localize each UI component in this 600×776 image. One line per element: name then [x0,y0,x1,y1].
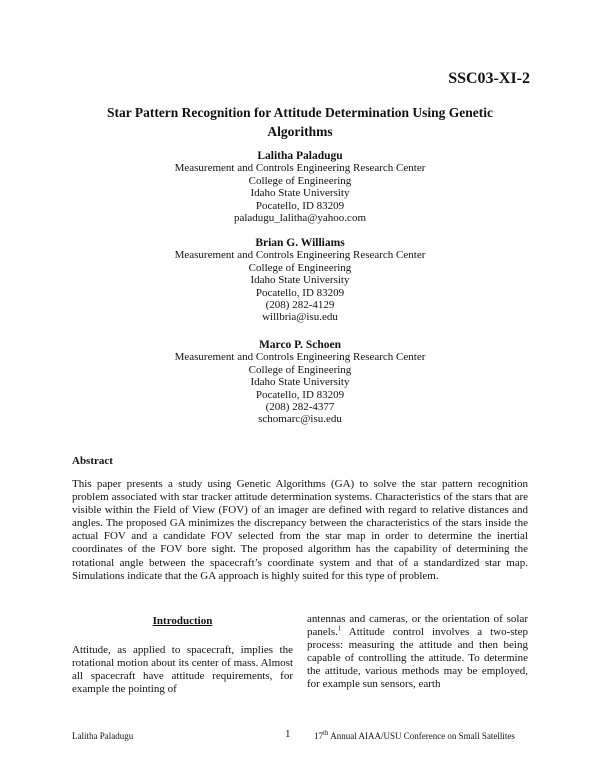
author-city: Pocatello, ID 83209 [255,286,345,299]
abstract-heading: Abstract [72,455,113,467]
introduction-right-column [307,613,528,692]
author-university: Idaho State University [250,274,350,287]
author-email: willbria@isu.edu [262,311,338,324]
author-name: Marco P. Schoen [258,339,342,351]
footer-conference [314,731,515,741]
author-email: schomarc@isu.edu [258,413,342,426]
author-name: Brian G. Williams [255,237,345,249]
author-email: paladugu_lalitha@yahoo.com [233,212,366,225]
author-block [100,339,500,426]
intro-right-text-a: antennas and cameras, or the orientation of solar panels. [307,613,528,639]
conf-name: Annual AIAA/USU Conference on Small Satellites [328,731,515,741]
author-university: Idaho State University [250,187,350,200]
author-phone: (208) 282-4129 [265,299,335,312]
author-university: Idaho State University [250,376,350,389]
introduction-heading: Introduction [152,615,213,627]
conf-ordinal: th [323,729,329,737]
conf-number: 17 [314,731,323,741]
paper-id: SSC03-XI-2 [448,70,530,87]
author-college: College of Engineering [248,363,352,376]
author-affiliation: Measurement and Controls Engineering Research Center [174,249,426,262]
author-affiliation: Measurement and Controls Engineering Research Center [174,351,426,364]
author-college: College of Engineering [248,261,352,274]
page-number: 1 [285,728,291,740]
abstract-body: This paper presents a study using Genetic Algorithms (GA) to solve the star pattern recognition problem associated with star tracker attitude determination systems. Characteristics of the stars that are visible within the Field of View (FOV) of an imager are defined with regard to relative distances and angles. The proposed GA minimizes the discrepancy between the characteristics of the stars inside the actual FOV and a candidate FOV selected from the star map in order to determine the inertial coordinates of the FOV bore sight. The proposed algorithm has the capability of determining the rotational angle between the spacecraft’s coordinate system and that of a standardized star map. Simulations indicate that the GA approach is highly suited for this type of problem. [72,478,528,582]
author-college: College of Engineering [248,174,352,187]
author-city: Pocatello, ID 83209 [255,388,345,401]
author-block [100,237,500,324]
author-name: Lalitha Paladugu [257,150,343,162]
intro-right-text-b: Attitude control involves a two-step process: measuring the attitude and then being capable of controlling the attitude. To determine the attitude, various methods may be employed, for example sun sensors, earth [307,626,528,691]
author-city: Pocatello, ID 83209 [255,199,345,212]
author-block [100,150,500,224]
footer-author: Lalitha Paladugu [72,731,134,741]
paper-title: Star Pattern Recognition for Attitude Determination Using Genetic Algorithms [106,105,494,139]
author-phone: (208) 282-4377 [265,401,335,414]
introduction-left-column: Attitude, as applied to spacecraft, implies the rotational motion about its center of mass. Almost all spacecraft have attitude requirements, for example the pointing of [72,644,293,696]
footnote-ref: 1 [337,624,342,633]
author-affiliation: Measurement and Controls Engineering Research Center [174,162,426,175]
